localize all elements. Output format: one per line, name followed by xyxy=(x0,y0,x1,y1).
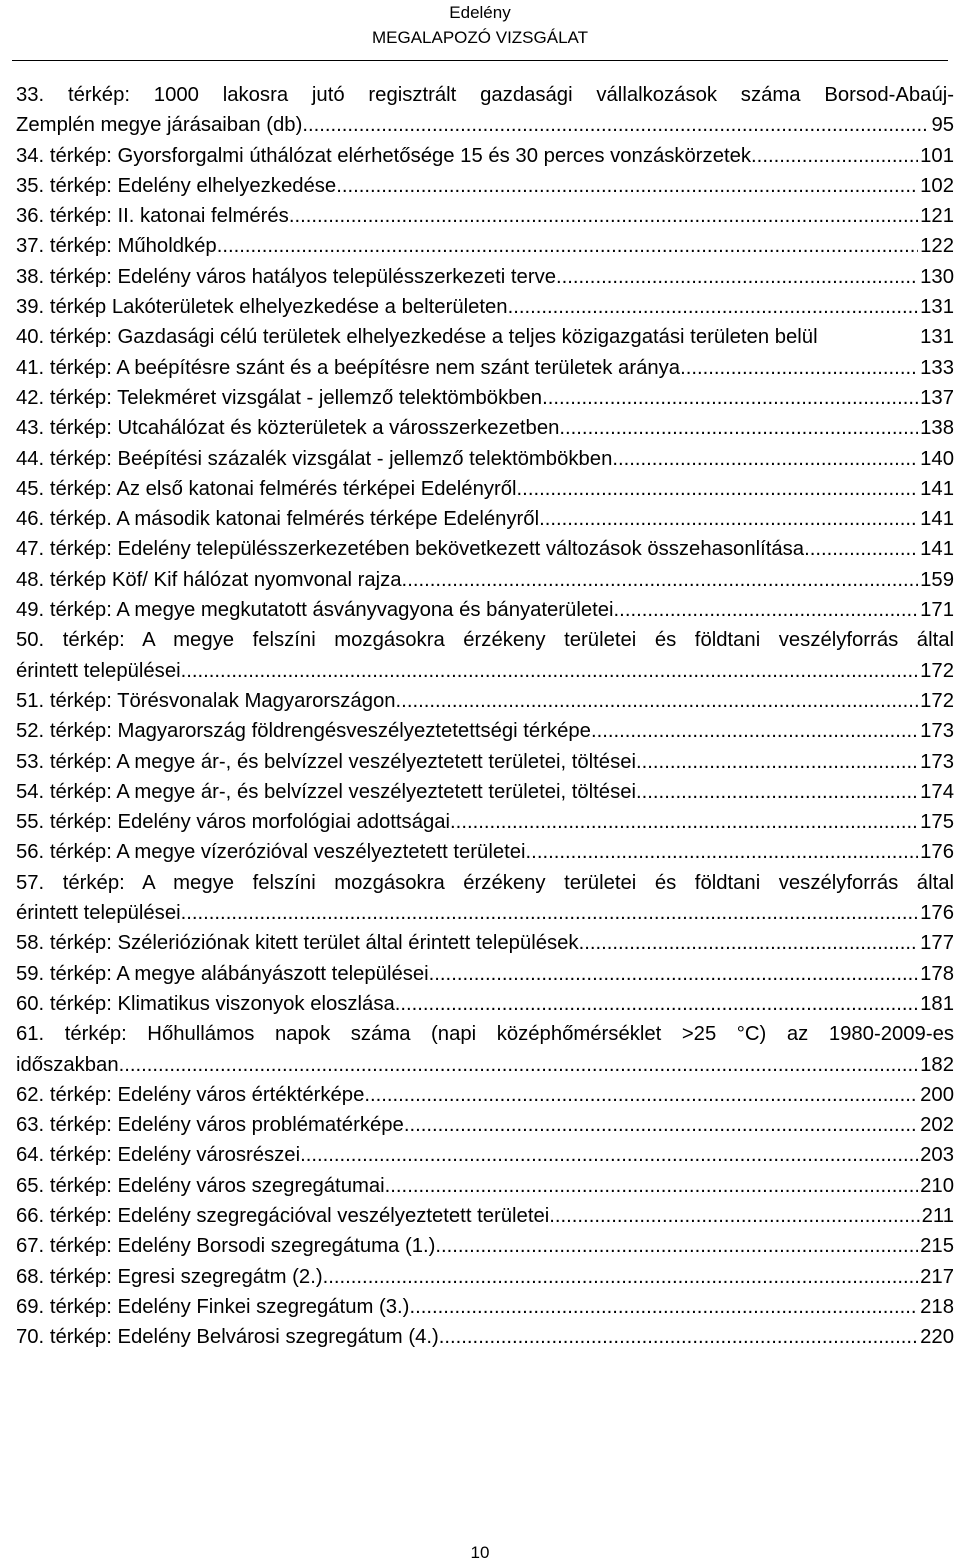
toc-entry-page: 175 xyxy=(920,811,954,834)
toc-entry-title-line2: érintett települései xyxy=(16,659,181,682)
toc-entry-line2 xyxy=(16,656,954,686)
toc-entry[interactable] xyxy=(16,1231,954,1261)
toc-entry-page: 176 xyxy=(920,902,954,925)
table-of-contents xyxy=(16,80,954,1352)
toc-entry-page: 171 xyxy=(920,599,954,622)
toc-entry-title: 51. térkép: Törésvonalak Magyarországon xyxy=(16,689,396,712)
dot-leader xyxy=(559,413,918,443)
toc-entry-page: 141 xyxy=(920,477,954,500)
dot-leader xyxy=(181,656,919,686)
toc-entry-line2 xyxy=(16,1050,954,1080)
toc-entry[interactable] xyxy=(16,928,954,958)
toc-entry[interactable] xyxy=(16,383,954,413)
toc-entry-page: 202 xyxy=(920,1114,954,1137)
toc-entry[interactable] xyxy=(16,716,954,746)
toc-entry-title: 70. térkép: Edelény Belvárosi szegregátum (4.) xyxy=(16,1326,439,1349)
toc-entry-title-line2: érintett települései xyxy=(16,902,181,925)
toc-entry-title: 60. térkép: Klimatikus viszonyok eloszlása xyxy=(16,992,395,1015)
toc-entry-title: 66. térkép: Edelény szegregációval veszélyeztetett területei xyxy=(16,1204,550,1227)
dot-leader xyxy=(751,141,918,171)
toc-entry[interactable] xyxy=(16,413,954,443)
dot-leader xyxy=(508,292,919,322)
dot-leader xyxy=(450,807,918,837)
toc-entry-title: 65. térkép: Edelény város szegregátumai xyxy=(16,1174,385,1197)
toc-entry-title-line1: 57. térkép: A megye felszíni mozgásokra érzékeny területei és földtani veszélyforrás által xyxy=(16,871,954,894)
toc-entry-title: 49. térkép: A megye megkutatott ásványvagyona és bányaterületei xyxy=(16,599,614,622)
toc-entry-page: 211 xyxy=(921,1204,954,1227)
toc-entry-page: 177 xyxy=(920,932,954,955)
toc-entry-title: 59. térkép: A megye alábányászott települései xyxy=(16,962,429,985)
dot-leader xyxy=(804,534,918,564)
toc-entry-page: 172 xyxy=(920,659,954,682)
toc-entry-title: 68. térkép: Egresi szegregátm (2.) xyxy=(16,1265,323,1288)
dot-leader xyxy=(300,1140,918,1170)
dot-leader xyxy=(439,1322,918,1352)
toc-entry[interactable] xyxy=(16,1292,954,1322)
toc-entry[interactable] xyxy=(16,565,954,595)
toc-entry-page: 141 xyxy=(920,508,954,531)
toc-entry-title: 58. térkép: Szélerióziónak kitett terület által érintett települések xyxy=(16,932,579,955)
toc-entry-page: 181 xyxy=(920,992,954,1015)
toc-entry[interactable] xyxy=(16,1201,954,1231)
dot-leader xyxy=(385,1171,919,1201)
toc-entry-line2 xyxy=(16,898,954,928)
toc-entry-page: 131 xyxy=(920,326,954,349)
toc-entry-page: 217 xyxy=(920,1265,954,1288)
toc-entry-line2 xyxy=(16,110,954,140)
dot-leader xyxy=(409,1292,918,1322)
toc-entry-title-line1: 61. térkép: Hőhullámos napok száma (napi középhőmérséklet >25 °C) az 1980-2009-es xyxy=(16,1023,954,1046)
dot-leader xyxy=(680,353,918,383)
toc-entry-page: 174 xyxy=(920,780,954,803)
toc-entry-page: 176 xyxy=(920,841,954,864)
toc-entry[interactable] xyxy=(16,837,954,867)
toc-entry-title: 36. térkép: II. katonai felmérés xyxy=(16,205,289,228)
toc-entry[interactable] xyxy=(16,141,954,171)
toc-entry-title: 47. térkép: Edelény településszerkezetében bekövetkezett változások összehasonlítása xyxy=(16,538,805,561)
header-subtitle: MEGALAPOZÓ VIZSGÁLAT xyxy=(371,28,588,47)
dot-leader xyxy=(302,110,929,140)
toc-entry[interactable] xyxy=(16,1262,954,1292)
toc-entry-title: 44. térkép: Beépítési százalék vizsgálat - jellemző telektömbökben xyxy=(16,447,613,470)
toc-entry-page: 95 xyxy=(931,114,954,137)
toc-entry[interactable] xyxy=(16,534,954,564)
dot-leader xyxy=(517,474,919,504)
toc-entry-page: 102 xyxy=(920,174,954,197)
toc-entry[interactable] xyxy=(16,1080,954,1110)
dot-leader xyxy=(396,686,919,716)
toc-entry-page: 122 xyxy=(920,235,954,258)
dot-leader xyxy=(217,231,918,261)
toc-entry[interactable] xyxy=(16,231,954,261)
toc-entry[interactable] xyxy=(16,1140,954,1170)
toc-entry-page: 182 xyxy=(920,1053,954,1076)
dot-leader xyxy=(549,1201,919,1231)
toc-entry-title: 63. térkép: Edelény város problématérképe. xyxy=(16,1114,410,1137)
toc-entry-page: 133 xyxy=(920,356,954,379)
toc-entry-page: 210 xyxy=(920,1174,954,1197)
toc-entry[interactable] xyxy=(16,474,954,504)
toc-entry[interactable] xyxy=(16,1171,954,1201)
toc-entry-title: 40. térkép: Gazdasági célú területek elhelyezkedése a teljes közigazgatási területen belül xyxy=(16,326,818,349)
toc-entry-page: 137 xyxy=(920,386,954,409)
toc-entry[interactable] xyxy=(16,959,954,989)
toc-entry[interactable] xyxy=(16,504,954,534)
toc-entry-title: 64. térkép: Edelény városrészei xyxy=(16,1144,301,1167)
dot-leader xyxy=(636,777,918,807)
toc-entry-title: 54. térkép: A megye ár-, és belvízzel veszélyeztetett területei, töltései xyxy=(16,780,637,803)
header-divider xyxy=(12,60,948,61)
toc-entry-page: 131 xyxy=(920,296,954,319)
toc-entry[interactable] xyxy=(16,1110,954,1140)
toc-entry-title: 41. térkép: A beépítésre szánt és a beépítésre nem szánt területek aránya xyxy=(16,356,681,379)
toc-entry-title-line2: időszakban xyxy=(16,1053,119,1076)
toc-entry-title: 43. térkép: Utcahálózat és közterületek a városszerkezetben xyxy=(16,417,560,440)
dot-leader xyxy=(407,565,918,595)
toc-entry[interactable] xyxy=(16,201,954,231)
toc-entry[interactable] xyxy=(16,989,954,1019)
toc-entry-title-line1: 33. térkép: 1000 lakosra jutó regisztrált gazdasági vállalkozások száma Borsod-Abaúj- xyxy=(16,84,954,106)
toc-entry-title: 67. térkép: Edelény Borsodi szegregátuma (1.) xyxy=(16,1235,436,1258)
toc-entry[interactable] xyxy=(16,322,954,352)
toc-entry-page: 200 xyxy=(920,1083,954,1106)
toc-entry-title: 69. térkép: Edelény Finkei szegregátum (3.) xyxy=(16,1295,410,1318)
dot-leader xyxy=(636,747,918,777)
toc-entry[interactable] xyxy=(16,1019,954,1080)
toc-entry-title-line2: Zemplén megye járásaiban (db) xyxy=(16,114,303,137)
toc-entry-title: 52. térkép: Magyarország földrengésveszélyeztetettségi térképe xyxy=(16,720,591,743)
toc-entry-title-line1: 50. térkép: A megye felszíni mozgásokra érzékeny területei és földtani veszélyforrás által xyxy=(16,629,954,652)
toc-entry[interactable] xyxy=(16,595,954,625)
toc-entry[interactable] xyxy=(16,444,954,474)
toc-entry-page: 138 xyxy=(920,417,954,440)
dot-leader xyxy=(119,1050,919,1080)
toc-entry[interactable] xyxy=(16,1322,954,1352)
dot-leader xyxy=(435,1231,918,1261)
dot-leader xyxy=(591,716,918,746)
toc-entry[interactable] xyxy=(16,171,954,201)
toc-entry-page: 121 xyxy=(920,205,954,228)
dot-leader xyxy=(409,1110,918,1140)
dot-leader xyxy=(526,837,919,867)
toc-entry-title: 53. térkép: A megye ár-, és belvízzel veszélyeztetett területei, töltései xyxy=(16,750,637,773)
dot-leader xyxy=(579,928,919,958)
toc-entry[interactable] xyxy=(16,353,954,383)
dot-leader xyxy=(539,504,918,534)
toc-entry-title: 34. térkép: Gyorsforgalmi úthálózat elérhetősége 15 és 30 perces vonzáskörzetek xyxy=(16,144,752,167)
toc-entry[interactable] xyxy=(16,80,954,141)
toc-entry-title: 62. térkép: Edelény város értéktérképe xyxy=(16,1083,365,1106)
dot-leader xyxy=(181,898,919,928)
toc-entry-page: 130 xyxy=(920,265,954,288)
dot-leader xyxy=(336,171,918,201)
header-title: Edelény xyxy=(449,3,511,22)
toc-entry[interactable] xyxy=(16,262,954,292)
toc-entry[interactable] xyxy=(16,868,954,929)
toc-entry-page: 215 xyxy=(920,1235,954,1258)
dot-leader xyxy=(542,383,918,413)
toc-entry-page: 218 xyxy=(920,1295,954,1318)
toc-entry-page: 178 xyxy=(920,962,954,985)
dot-leader xyxy=(364,1080,918,1110)
toc-entry-page: 141 xyxy=(920,538,954,561)
dot-leader xyxy=(429,959,919,989)
dot-leader xyxy=(395,989,918,1019)
toc-entry-title: 45. térkép: Az első katonai felmérés térképei Edelényről xyxy=(16,477,517,500)
toc-entry[interactable] xyxy=(16,807,954,837)
toc-entry[interactable] xyxy=(16,747,954,777)
toc-entry-title: 42. térkép: Telekméret vizsgálat - jellemző telektömbökben xyxy=(16,386,543,409)
toc-entry-title: 38. térkép: Edelény város hatályos településszerkezeti terve xyxy=(16,265,556,288)
toc-entry-page: 172 xyxy=(920,689,954,712)
toc-entry-page: 220 xyxy=(920,1326,954,1349)
toc-entry[interactable] xyxy=(16,292,954,322)
toc-entry-page: 203 xyxy=(920,1144,954,1167)
page-header xyxy=(0,0,960,50)
toc-entry-page: 173 xyxy=(920,750,954,773)
toc-entry-page: 140 xyxy=(920,447,954,470)
toc-entry-page: 159 xyxy=(920,568,954,591)
toc-entry-title: 39. térkép Lakóterületek elhelyezkedése a belterületen xyxy=(16,296,508,319)
toc-entry-title: 56. térkép: A megye vízerózióval veszélyeztetett területei xyxy=(16,841,526,864)
dot-leader xyxy=(614,595,919,625)
toc-entry-title: 35. térkép: Edelény elhelyezkedése xyxy=(16,174,337,197)
toc-entry[interactable] xyxy=(16,625,954,686)
dot-leader xyxy=(323,1262,919,1292)
toc-entry-title: 37. térkép: Műholdkép xyxy=(16,235,217,258)
page-number: 10 xyxy=(470,1543,490,1562)
toc-entry-title: 46. térkép. A második katonai felmérés térképe Edelényről xyxy=(16,508,540,531)
toc-entry-title: 48. térkép Köf/ Kif hálózat nyomvonal rajza. xyxy=(16,568,408,591)
toc-entry-title: 55. térkép: Edelény város morfológiai adottságai xyxy=(16,811,451,834)
toc-entry-page: 101 xyxy=(920,144,954,167)
toc-entry[interactable] xyxy=(16,686,954,716)
dot-leader xyxy=(556,262,918,292)
toc-entry-page: 173 xyxy=(920,720,954,743)
dot-leader xyxy=(289,201,918,231)
toc-entry[interactable] xyxy=(16,777,954,807)
dot-leader xyxy=(612,444,918,474)
